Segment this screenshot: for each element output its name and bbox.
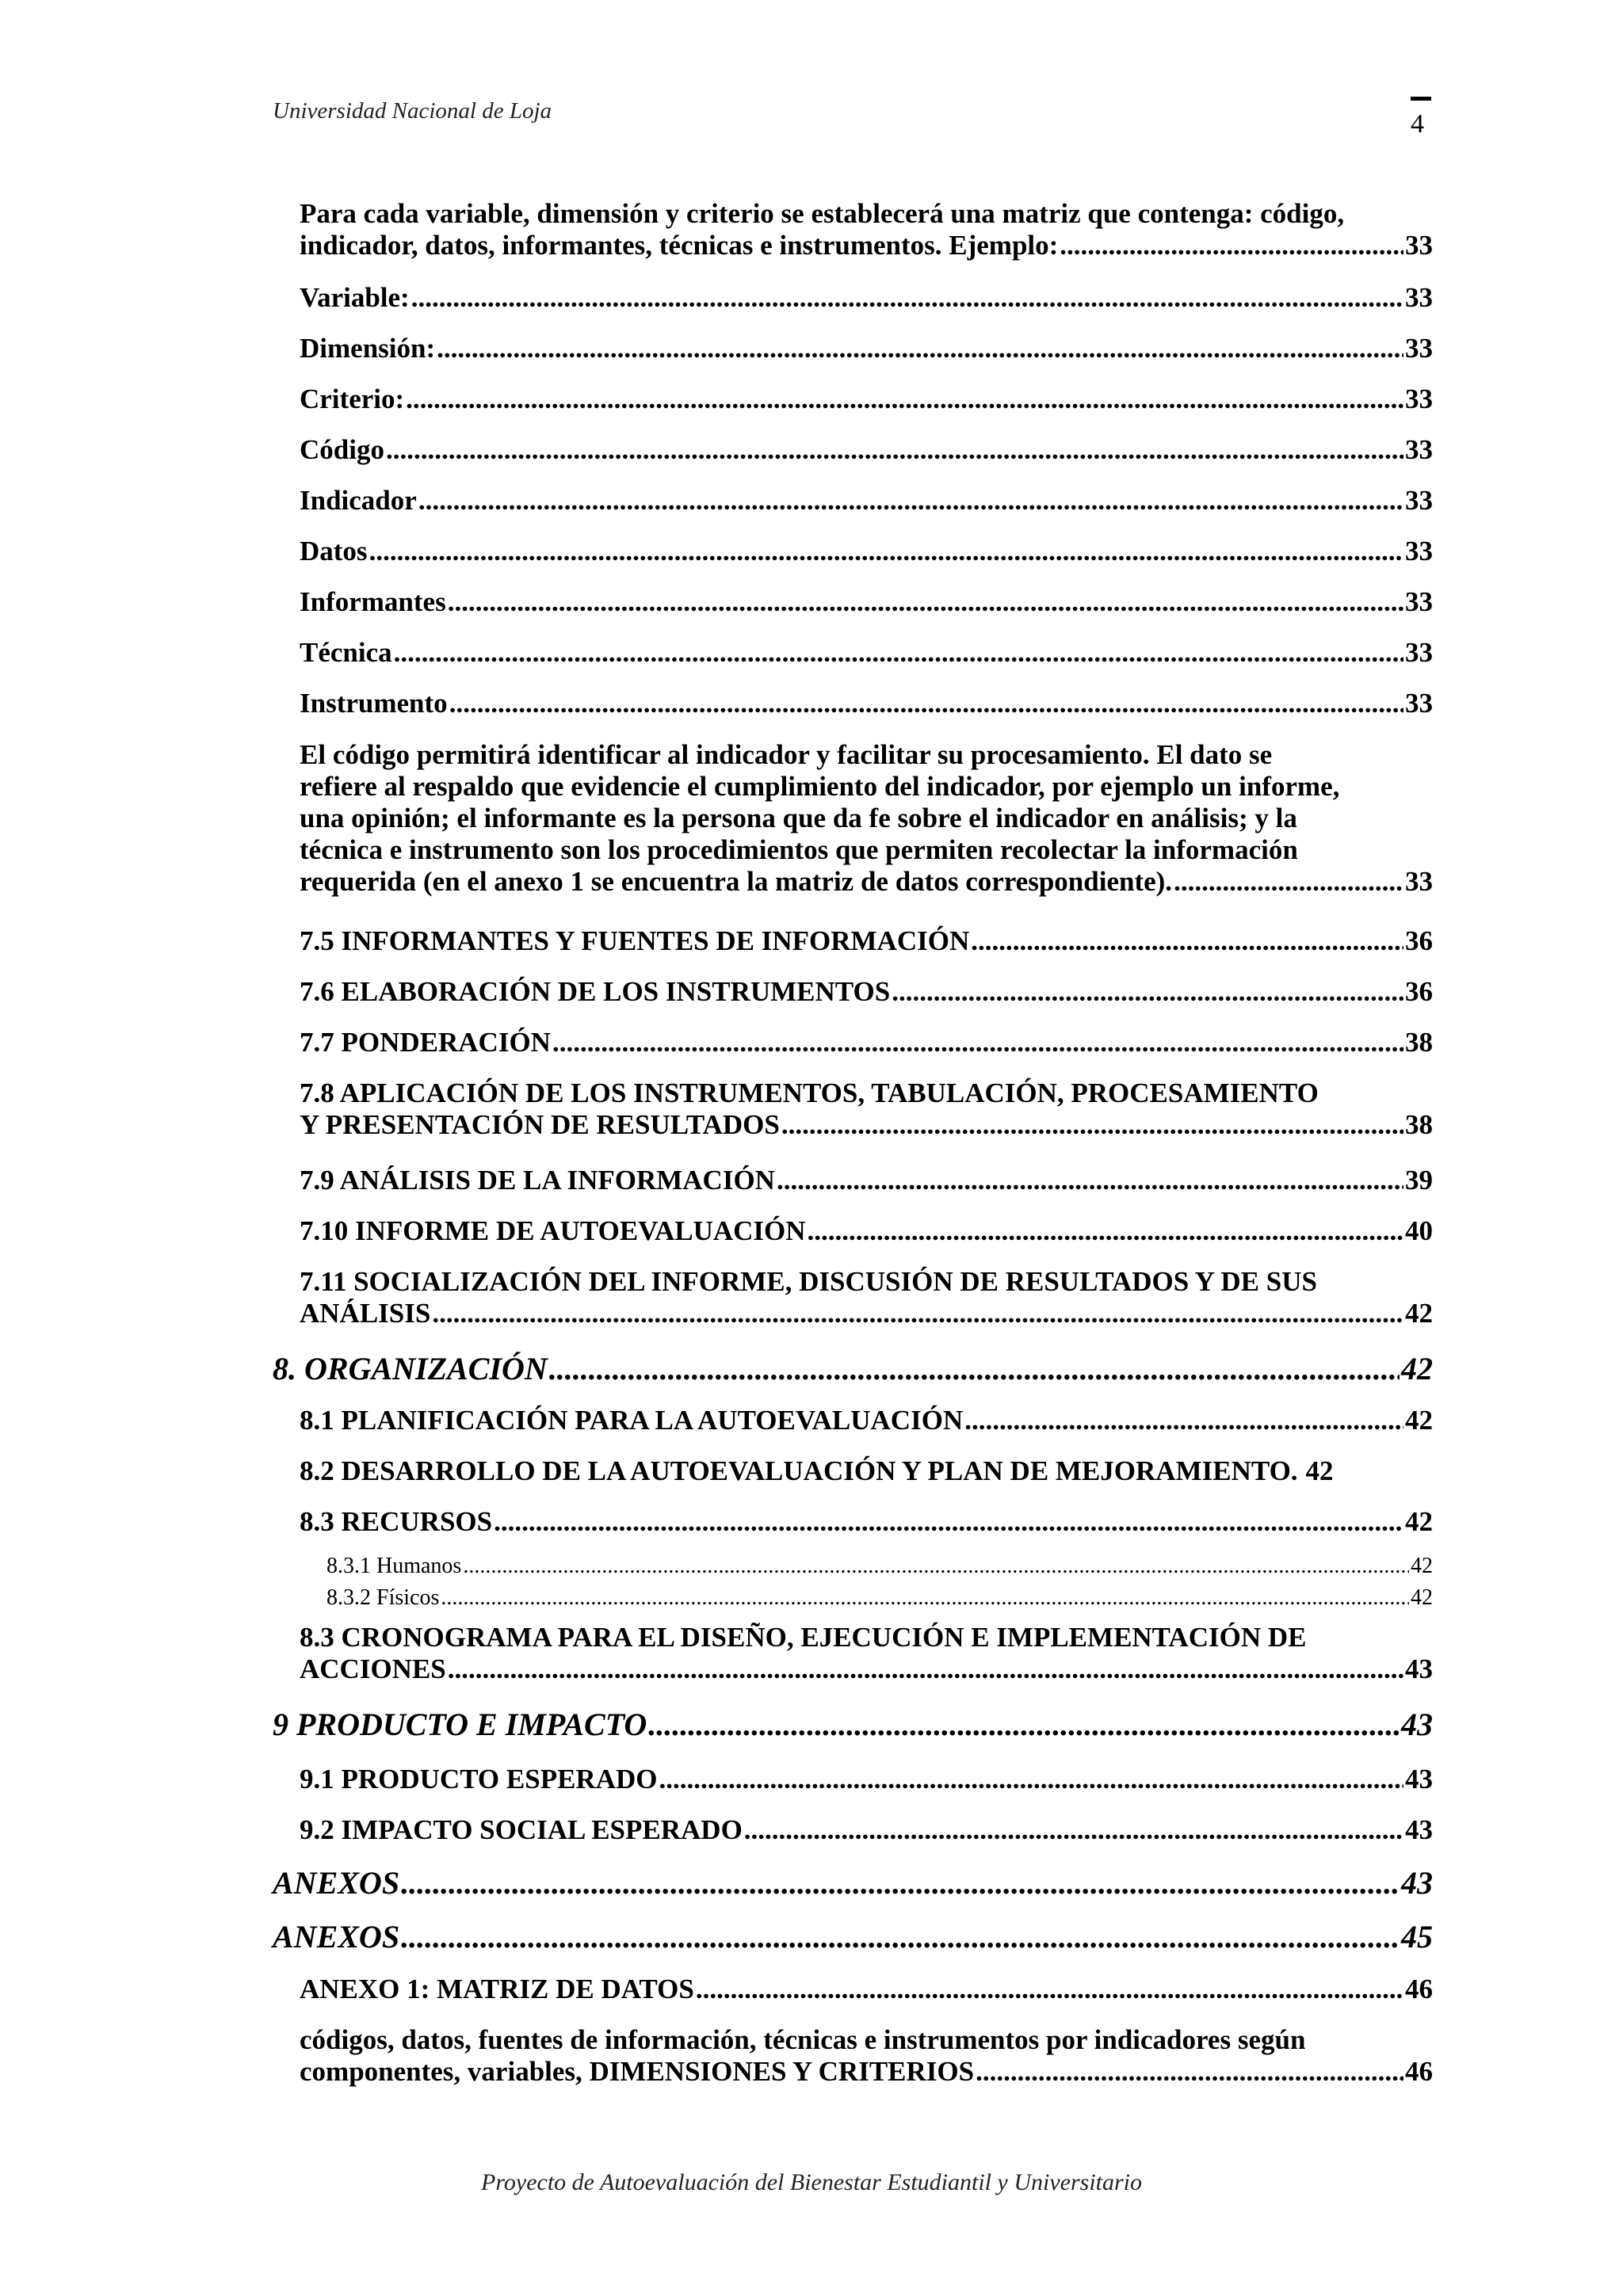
dot-leader bbox=[448, 586, 1403, 618]
toc-entry-row bbox=[327, 1582, 1433, 1614]
toc-entry[interactable] bbox=[300, 688, 1433, 719]
toc-entry-row bbox=[300, 536, 1433, 567]
toc-entry-title: ANEXO 1: MATRIZ DE DATOS bbox=[300, 1974, 694, 2004]
toc-page-number: 43 bbox=[1401, 1865, 1433, 1901]
toc-entry[interactable] bbox=[300, 1622, 1433, 1685]
toc-page-number: 39 bbox=[1405, 1165, 1433, 1196]
toc-page-number: 36 bbox=[1405, 976, 1433, 1007]
toc-page-number: 42 bbox=[1401, 1351, 1433, 1386]
toc-entry-row bbox=[300, 2056, 1433, 2088]
toc-entry[interactable] bbox=[300, 976, 1433, 1008]
toc-entry-text: El código permitirá identificar al indicador y facilitar su procesamiento. El dato se bbox=[300, 739, 1273, 770]
toc-entry[interactable] bbox=[273, 1866, 1433, 1901]
toc-entry-title: 9.1 PRODUCTO ESPERADO bbox=[300, 1764, 658, 1794]
toc-page-number: 43 bbox=[1405, 1764, 1433, 1794]
toc-entry-title: 8.2 DESARROLLO DE LA AUTOEVALUACIÓN Y PLAN DE MEJORAMIENTO. bbox=[300, 1455, 1298, 1486]
toc-entry-row bbox=[273, 1352, 1433, 1386]
toc-entry-title: Variable: bbox=[300, 282, 410, 313]
toc-entry-text: 8.3 CRONOGRAMA PARA EL DISEÑO, EJECUCIÓN E IMPLEMENTACIÓN DE bbox=[300, 1622, 1307, 1653]
toc-entry-text: Para cada variable, dimensión y criterio se establecerá una matriz que contenga: código, bbox=[300, 198, 1345, 229]
toc-page-number: 45 bbox=[1401, 1919, 1433, 1955]
dot-leader bbox=[441, 1582, 1409, 1614]
dot-leader bbox=[386, 434, 1403, 466]
dot-leader bbox=[448, 1653, 1403, 1685]
toc-entry[interactable] bbox=[300, 739, 1433, 898]
toc-page-number: 33 bbox=[1405, 688, 1433, 719]
toc-entry-row bbox=[300, 1027, 1433, 1058]
dot-leader bbox=[808, 1215, 1403, 1247]
toc-entry-title: 8.1 PLANIFICACIÓN PARA LA AUTOEVALUACIÓN bbox=[300, 1405, 964, 1436]
dot-leader bbox=[659, 1764, 1403, 1795]
toc-entry-title: 7.7 PONDERACIÓN bbox=[300, 1027, 551, 1058]
toc-entry[interactable] bbox=[300, 1764, 1433, 1795]
toc-entry-row bbox=[327, 1550, 1433, 1582]
toc-entry-title: componentes, variables, DIMENSIONES Y CRITERIOS bbox=[300, 2056, 975, 2087]
toc-entry[interactable] bbox=[300, 1974, 1433, 2005]
dot-leader bbox=[432, 1298, 1403, 1329]
toc-entry-title: 8.3.1 Humanos bbox=[327, 1554, 462, 1578]
dot-leader bbox=[648, 1707, 1400, 1742]
toc-page-number: 43 bbox=[1401, 1707, 1433, 1742]
toc-entry[interactable] bbox=[300, 1506, 1433, 1538]
toc-entry-title: requerida (en el anexo 1 se encuentra la matriz de datos correspondiente). bbox=[300, 866, 1173, 897]
toc-entry-row bbox=[300, 1405, 1433, 1436]
toc-entry-title: Código bbox=[300, 434, 384, 465]
toc-entry[interactable] bbox=[300, 586, 1433, 618]
toc-entry[interactable] bbox=[273, 1707, 1433, 1742]
toc-entry-title: ANÁLISIS bbox=[300, 1298, 431, 1329]
toc-entry-title: 7.5 INFORMANTES Y FUENTES DE INFORMACIÓN bbox=[300, 925, 970, 956]
toc-entry-title: Técnica bbox=[300, 637, 392, 668]
toc-page-number: 36 bbox=[1405, 925, 1433, 956]
toc-entry-row bbox=[273, 1707, 1433, 1742]
toc-page-number: 40 bbox=[1405, 1215, 1433, 1246]
dot-leader bbox=[401, 1920, 1400, 1955]
toc-entry[interactable] bbox=[300, 383, 1433, 415]
dot-leader bbox=[401, 1866, 1400, 1901]
toc-entry-row bbox=[300, 976, 1433, 1008]
toc-entry-row bbox=[300, 485, 1433, 517]
toc-entry-row bbox=[300, 637, 1433, 669]
toc-page-number: 33 bbox=[1405, 282, 1433, 313]
toc-entry-row bbox=[300, 282, 1433, 314]
toc-entry-text: refiere al respaldo que evidencie el cumplimiento del indicador, por ejemplo un informe, bbox=[300, 771, 1340, 802]
toc-entry[interactable] bbox=[300, 1077, 1433, 1141]
toc-entry[interactable] bbox=[300, 1266, 1433, 1329]
toc-page-number: 33 bbox=[1405, 434, 1433, 465]
toc-entry-row bbox=[273, 1920, 1433, 1955]
toc-entry-row bbox=[300, 434, 1433, 466]
toc-entry-title: ANEXOS bbox=[273, 1919, 400, 1955]
toc-entry[interactable] bbox=[300, 536, 1433, 567]
toc-entry-title: 9.2 IMPACTO SOCIAL ESPERADO bbox=[300, 1814, 743, 1845]
toc-entry-title: indicador, datos, informantes, técnicas e instrumentos. Ejemplo: bbox=[300, 230, 1059, 261]
toc-entry-row bbox=[300, 1109, 1433, 1141]
toc-page-number: 46 bbox=[1405, 2056, 1433, 2087]
toc-entry-title: 7.9 ANÁLISIS DE LA INFORMACIÓN bbox=[300, 1165, 775, 1196]
toc-entry-row bbox=[300, 586, 1433, 618]
toc-entry-title: Criterio: bbox=[300, 383, 405, 414]
toc-entry[interactable] bbox=[300, 2024, 1433, 2088]
toc-entry-title: Y PRESENTACIÓN DE RESULTADOS bbox=[300, 1109, 780, 1140]
toc-entry-title: Dimensión: bbox=[300, 333, 436, 364]
dot-leader bbox=[781, 1109, 1403, 1141]
toc-entry[interactable] bbox=[300, 1027, 1433, 1058]
toc-page-number: 38 bbox=[1405, 1109, 1433, 1140]
toc-entry[interactable] bbox=[300, 282, 1433, 314]
toc-entry[interactable] bbox=[300, 1165, 1433, 1196]
toc-page-number: 33 bbox=[1405, 866, 1433, 897]
header-rule bbox=[1411, 97, 1431, 101]
toc-entry-title: Datos bbox=[300, 536, 368, 566]
toc-entry[interactable] bbox=[300, 333, 1433, 364]
toc-entry-title: 7.10 INFORME DE AUTOEVALUACIÓN bbox=[300, 1215, 806, 1246]
footer-project-title: Proyecto de Autoevaluación del Bienestar Estudiantil y Universitario bbox=[481, 2169, 1142, 2195]
toc-entry-row bbox=[300, 1165, 1433, 1196]
toc-page-number: 46 bbox=[1405, 1974, 1433, 2004]
toc-entry[interactable] bbox=[300, 1405, 1433, 1436]
toc-entry[interactable] bbox=[300, 637, 1433, 669]
header-university: Universidad Nacional de Loja bbox=[273, 98, 552, 124]
toc-page-number: 38 bbox=[1405, 1027, 1433, 1058]
toc-entry-title: Indicador bbox=[300, 485, 417, 516]
toc-page-number: 33 bbox=[1405, 383, 1433, 414]
toc-entry-title: Instrumento bbox=[300, 688, 448, 719]
toc-page-number: 33 bbox=[1405, 536, 1433, 566]
toc-entry[interactable] bbox=[273, 1920, 1433, 1955]
toc-entry-row bbox=[300, 1764, 1433, 1795]
toc-page-number: 42 bbox=[1305, 1455, 1334, 1486]
dot-leader bbox=[411, 282, 1403, 314]
toc-page-number: 43 bbox=[1405, 1653, 1433, 1684]
toc-entry-row bbox=[300, 1298, 1433, 1329]
toc-entry[interactable] bbox=[273, 1352, 1433, 1386]
toc-entry[interactable] bbox=[300, 1215, 1433, 1247]
dot-leader bbox=[369, 536, 1403, 567]
dot-leader bbox=[418, 485, 1403, 517]
toc-entry-title: Informantes bbox=[300, 586, 446, 617]
toc-entry-row bbox=[300, 383, 1433, 415]
toc-entry-row bbox=[300, 230, 1433, 261]
toc-entry-title: 7.6 ELABORACIÓN DE LOS INSTRUMENTOS bbox=[300, 976, 891, 1007]
dot-leader bbox=[744, 1814, 1403, 1846]
toc-page-number: 42 bbox=[1411, 1585, 1433, 1610]
toc-page-number: 33 bbox=[1405, 485, 1433, 516]
dot-leader bbox=[494, 1506, 1403, 1538]
toc-page-number: 33 bbox=[1405, 333, 1433, 364]
toc-entry-text: códigos, datos, fuentes de información, técnicas e instrumentos por indicadores según bbox=[300, 2024, 1306, 2055]
toc-entry[interactable] bbox=[300, 925, 1433, 957]
toc-entry-row bbox=[300, 1215, 1433, 1247]
toc-entry-text: 7.11 SOCIALIZACIÓN DEL INFORME, DISCUSIÓN DE RESULTADOS Y DE SUS bbox=[300, 1266, 1317, 1297]
toc-page-number: 33 bbox=[1405, 230, 1433, 261]
toc-page-number: 33 bbox=[1405, 637, 1433, 668]
dot-leader bbox=[971, 925, 1403, 957]
toc-page-number: 43 bbox=[1405, 1814, 1433, 1845]
toc-entry[interactable] bbox=[300, 198, 1433, 261]
dot-leader bbox=[463, 1550, 1409, 1582]
dot-leader bbox=[437, 333, 1403, 364]
toc-page-number: 33 bbox=[1405, 586, 1433, 617]
toc-entry-title: 8.3 RECURSOS bbox=[300, 1506, 493, 1537]
toc-entry-row bbox=[300, 333, 1433, 364]
dot-leader bbox=[549, 1352, 1400, 1386]
toc-entry[interactable] bbox=[300, 434, 1433, 466]
toc-entry-title: 9 PRODUCTO E IMPACTO bbox=[273, 1707, 647, 1742]
toc-entry-text: técnica e instrumento son los procedimientos que permiten recolectar la información bbox=[300, 834, 1298, 865]
toc-entry-title: 8. ORGANIZACIÓN bbox=[273, 1351, 548, 1386]
toc-entry[interactable] bbox=[300, 485, 1433, 517]
toc-entry[interactable] bbox=[300, 1814, 1433, 1846]
dot-leader bbox=[1174, 866, 1403, 898]
toc-page-number: 42 bbox=[1411, 1554, 1433, 1578]
toc-entry[interactable] bbox=[300, 1455, 1433, 1487]
toc-entry-row bbox=[300, 688, 1433, 719]
toc-entry[interactable] bbox=[327, 1550, 1433, 1582]
toc-entry[interactable] bbox=[327, 1582, 1433, 1614]
toc-entry-text: una opinión; el informante es la persona que da fe sobre el indicador en análisis; y la bbox=[300, 803, 1297, 833]
toc-entry-row bbox=[300, 925, 1433, 957]
header-page-number: 4 bbox=[1411, 109, 1424, 139]
toc-entry-row bbox=[300, 1455, 1433, 1487]
toc-entry-text: 7.8 APLICACIÓN DE LOS INSTRUMENTOS, TABULACIÓN, PROCESAMIENTO bbox=[300, 1077, 1319, 1108]
dot-leader bbox=[406, 383, 1403, 415]
toc-entry-title: 8.3.2 Físicos bbox=[327, 1585, 440, 1610]
dot-leader bbox=[777, 1165, 1403, 1196]
toc-entry-row bbox=[300, 1506, 1433, 1538]
dot-leader bbox=[552, 1027, 1403, 1058]
dot-leader bbox=[696, 1974, 1403, 2005]
dot-leader bbox=[449, 688, 1403, 719]
toc-entry-row bbox=[300, 1974, 1433, 2005]
toc-entry-row bbox=[273, 1866, 1433, 1901]
dot-leader bbox=[892, 976, 1403, 1008]
toc-entry-title: ANEXOS bbox=[273, 1865, 400, 1901]
toc-page-number: 42 bbox=[1405, 1405, 1433, 1436]
dot-leader bbox=[964, 1405, 1403, 1436]
toc-entry-row bbox=[300, 1814, 1433, 1846]
toc-entry-row bbox=[300, 1653, 1433, 1685]
dot-leader bbox=[394, 637, 1403, 669]
toc-entry-title: ACCIONES bbox=[300, 1653, 446, 1684]
toc-entry-row bbox=[300, 866, 1433, 898]
toc-page-number: 42 bbox=[1405, 1506, 1433, 1537]
dot-leader bbox=[976, 2056, 1403, 2088]
toc-page-number: 42 bbox=[1405, 1298, 1433, 1329]
dot-leader bbox=[1060, 230, 1403, 261]
